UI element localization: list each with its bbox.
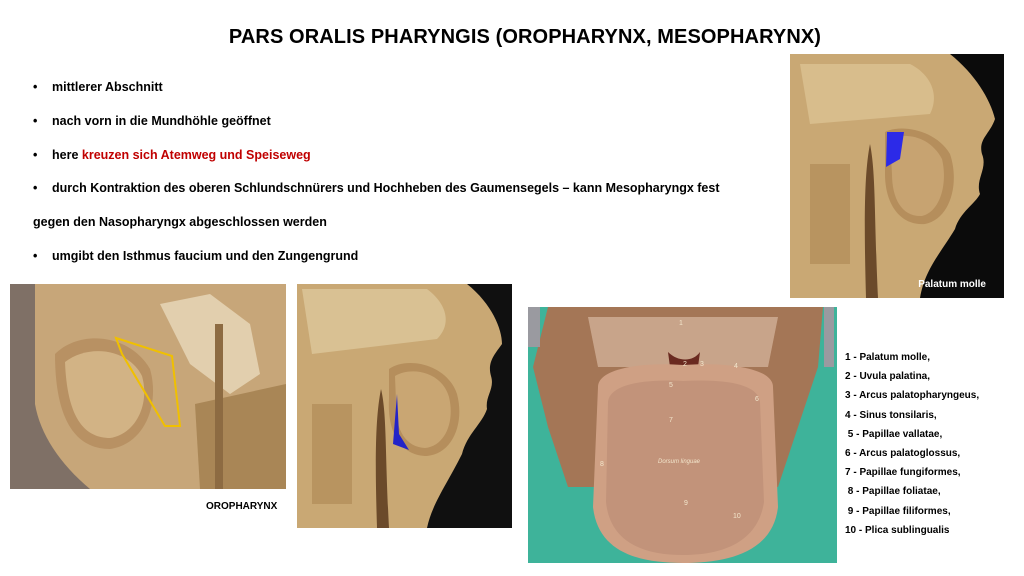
legend-item: 9 - Papillae filiformes, bbox=[845, 505, 951, 517]
slide-title: PARS ORALIS PHARYNGIS (OROPHARYNX, MESOPHARYNX) bbox=[228, 26, 822, 48]
tongue-number: 4 bbox=[734, 363, 738, 370]
tongue-number: 3 bbox=[700, 361, 704, 368]
bullet-continuation bbox=[33, 215, 327, 229]
tongue-number: 10 bbox=[733, 513, 741, 520]
palatum-molle-label: Palatum molle bbox=[918, 279, 986, 290]
legend-item: 6 - Arcus palatoglossus, bbox=[845, 447, 961, 459]
bullet-marker: • bbox=[33, 181, 38, 195]
bullet-text: umgibt den Isthmus faucium und den Zungengrund bbox=[52, 249, 359, 263]
legend-item: 10 - Plica sublingualis bbox=[845, 524, 950, 536]
bullet-marker: • bbox=[33, 148, 38, 162]
tongue-number: 7 bbox=[669, 417, 673, 424]
bullet-text: durch Kontraktion des oberen Schlundschnürers und Hochheben des Gaumensegels – kann Mesopharyngx fest bbox=[52, 181, 720, 195]
bullet-marker: • bbox=[33, 114, 38, 128]
bullet-item bbox=[33, 80, 163, 94]
oropharynx-caption: OROPHARYNX bbox=[206, 501, 278, 512]
tongue-number: 2 bbox=[683, 361, 687, 368]
bullet-text: gegen den Nasopharyngx abgeschlossen werden bbox=[33, 215, 327, 229]
tongue-number: 1 bbox=[679, 320, 683, 327]
tongue-number: 5 bbox=[669, 382, 673, 389]
bullet-text: mittlerer Abschnitt bbox=[52, 80, 163, 94]
legend-item: 1 - Palatum molle, bbox=[845, 352, 931, 363]
bullet-highlight-text: kreuzen sich Atemweg und Speiseweg bbox=[81, 148, 311, 162]
structure-legend bbox=[845, 352, 979, 544]
bullet-item bbox=[33, 249, 358, 263]
tongue-number: 9 bbox=[684, 500, 688, 507]
tongue-number: 6 bbox=[755, 396, 759, 403]
bullet-marker: • bbox=[33, 80, 38, 94]
legend-item: 8 - Papillae foliatae, bbox=[845, 486, 941, 498]
bullet-item bbox=[33, 114, 271, 128]
tongue-number: 8 bbox=[600, 461, 604, 468]
sagittal-section-image bbox=[790, 54, 1004, 298]
bullet-text: nach vorn in die Mundhöhle geöffnet bbox=[52, 114, 271, 128]
legend-item: 7 - Papillae fungiformes, bbox=[845, 467, 961, 479]
legend-item: 5 - Papillae vallatae, bbox=[845, 428, 943, 440]
dorsum-linguae-label: Dorsum linguae bbox=[658, 459, 701, 465]
oropharynx-section-image bbox=[10, 284, 286, 489]
tongue-dorsum-image bbox=[528, 307, 837, 563]
bullet-item bbox=[33, 148, 311, 162]
legend-item: 4 - Sinus tonsilaris, bbox=[845, 409, 937, 421]
legend-item: 2 - Uvula palatina, bbox=[845, 371, 931, 383]
bullet-item bbox=[33, 181, 720, 195]
bullet-marker: • bbox=[33, 249, 38, 263]
oropharynx-highlight-image bbox=[297, 284, 512, 528]
bullet-text: here bbox=[52, 148, 82, 162]
legend-item: 3 - Arcus palatopharyngeus, bbox=[845, 390, 980, 402]
